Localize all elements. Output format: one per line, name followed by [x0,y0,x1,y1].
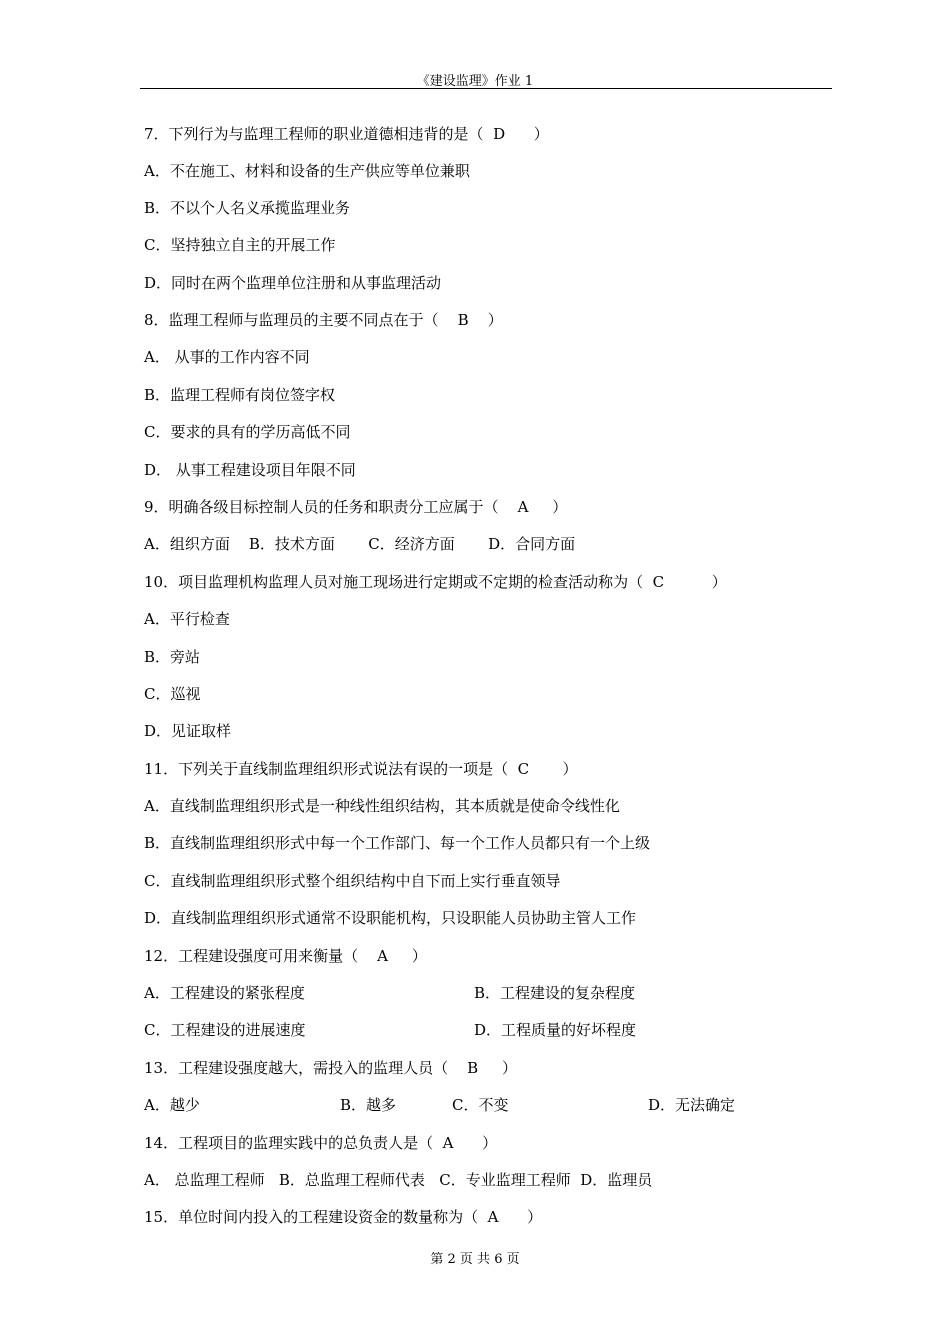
q13-stem: 13．工程建设强度越大，需投入的监理人员（ B ） [144,1059,518,1077]
q7-option-d: D．同时在两个监理单位注册和从事监理活动 [144,274,442,292]
q8-option-c: C．要求的具有的学历高低不同 [144,423,351,441]
q8-option-b: B．监理工程师有岗位签字权 [144,386,336,404]
q13-option-c: C．不变 [452,1096,509,1114]
q12-option-b: B．工程建设的复杂程度 [474,984,636,1002]
header-rule [140,88,832,89]
q12-option-c: C．工程建设的进展速度 [144,1021,306,1039]
q8-stem: 8．监理工程师与监理员的主要不同点在于（ B ） [144,311,503,329]
q12-stem: 12．工程建设强度可用来衡量（ A ） [144,947,427,965]
q11-stem: 11．下列关于直线制监理组织形式说法有误的一项是（ C ） [144,760,578,778]
q12-option-a: A．工程建设的紧张程度 [144,984,305,1002]
q11-option-c: C．直线制监理组织形式整个组织结构中自下而上实行垂直领导 [144,872,561,890]
q7-option-b: B．不以个人名义承揽监理业务 [144,199,351,217]
q14-options: A． 总监理工程师 B．总监理工程师代表 C．专业监理工程师 D．监理员 [144,1171,653,1189]
q13-option-a: A．越少 [144,1096,200,1114]
q11-option-b: B．直线制监理组织形式中每一个工作部门、每一个工作人员都只有一个上级 [144,834,651,852]
q11-option-d: D．直线制监理组织形式通常不设职能机构，只设职能人员协助主管人工作 [144,909,637,927]
q10-stem: 10．项目监理机构监理人员对施工现场进行定期或不定期的检查活动称为（ C ） [144,573,727,591]
q9-options: A．组织方面 B．技术方面 C．经济方面 D．合同方面 [144,535,576,553]
q15-stem: 15．单位时间内投入的工程建设资金的数量称为（ A ） [144,1208,543,1226]
q13-option-d: D．无法确定 [648,1096,736,1114]
q7-stem: 7．下列行为与监理工程师的职业道德相违背的是（ D ） [144,125,549,143]
q7-option-a: A．不在施工、材料和设备的生产供应等单位兼职 [144,162,470,180]
page-header: 《建设监理》作业 1 [416,74,534,89]
q8-option-a: A． 从事的工作内容不同 [144,348,310,366]
q14-stem: 14．工程项目的监理实践中的总负责人是（ A ） [144,1134,498,1152]
page-footer: 第 2 页 共 6 页 [430,1252,520,1267]
q8-option-d: D． 从事工程建设项目年限不同 [144,461,356,479]
q10-option-a: A．平行检查 [144,610,230,628]
q10-option-b: B．旁站 [144,648,201,666]
q10-option-c: C．巡视 [144,685,201,703]
q11-option-a: A．直线制监理组织形式是一种线性组织结构，其本质就是使命令线性化 [144,797,620,815]
q13-option-b: B．越多 [340,1096,397,1114]
q12-option-d: D．工程质量的好坏程度 [474,1021,637,1039]
q7-option-c: C．坚持独立自主的开展工作 [144,236,336,254]
q10-option-d: D．见证取样 [144,722,232,740]
q9-stem: 9．明确各级目标控制人员的任务和职责分工应属于（ A ） [144,498,568,516]
